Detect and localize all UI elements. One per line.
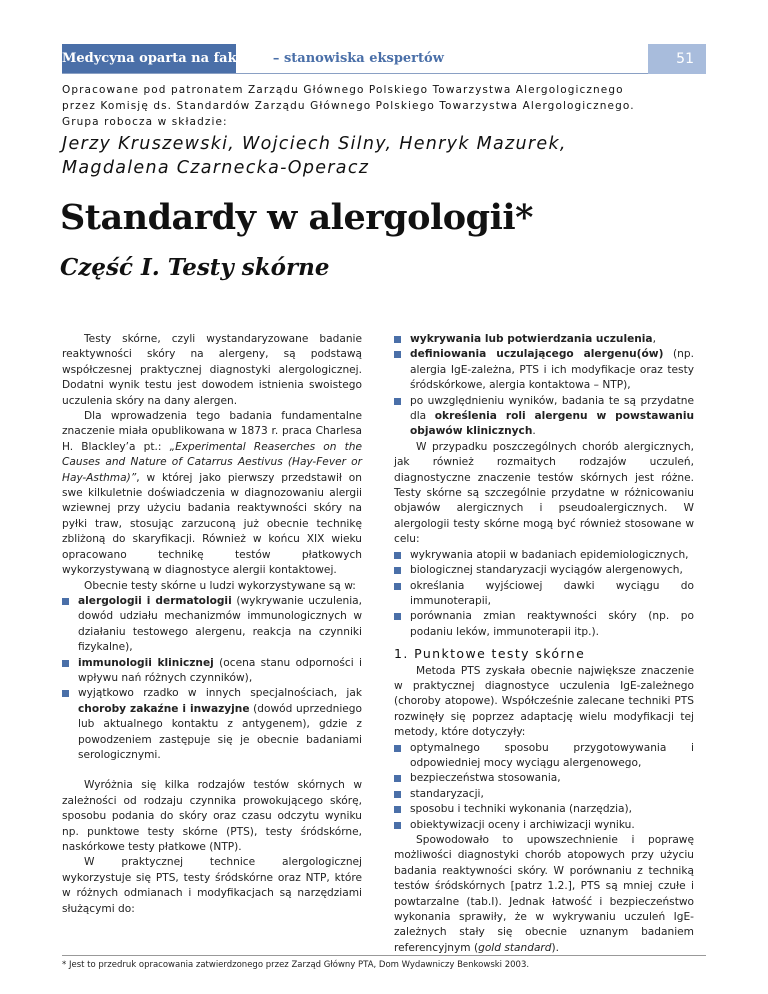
page-header	[0, 44, 768, 74]
authors	[62, 132, 712, 180]
list-item-term: alergologii i dermatologii	[78, 594, 232, 607]
list-item-term: definiowania uczulającego alergenu(ów)	[410, 348, 664, 361]
section-subtitle: – stanowiska ekspertów	[268, 51, 444, 66]
list-item-term: wykrywania lub potwierdzania uczulenia	[410, 333, 653, 345]
credits	[62, 82, 712, 130]
authors-line: Jerzy Kruszewski, Wojciech Silny, Henryk Mazurek,	[62, 134, 567, 154]
page-number: 51	[648, 44, 706, 74]
text-run: Spowodowało to upowszechnienie i poprawę możliwości diagnostyki chorób atopowych przy użyciu badania reaktywności skóry. W porównaniu z techniką testów śródskórnych [patrz 1.2.], PTS są mniej czułe i powtarzalne (tab.I). Jednak łatwość i bezpieczeństwo wykonania sprawiły, że w wykrywaniu uczuleń IgE-zależnych stały się obecnie uznanym badaniem referencyjnym (	[394, 834, 694, 954]
list-item	[394, 332, 694, 347]
authors-line: Magdalena Czarnecka-Operacz	[62, 158, 370, 178]
list-item: standaryzacji,	[394, 787, 694, 802]
right-column	[394, 332, 694, 956]
citation-title: „Experimental Reaserches on the Causes and Nature of Catarrus Aestivus (Hay-Fever or Hay-Asthma)”	[62, 440, 362, 484]
list-item	[394, 347, 694, 393]
article-subtitle: Część I. Testy skórne	[60, 254, 330, 281]
list-item-text: (np. alergia IgE-zależna, PTS i ich modyfikacje oraz testy śródskórkowe, alergia kontaktowa – NTP),	[410, 348, 694, 392]
text-run: Dla wprowadzenia tego badania fundamentalne znaczenie miała opublikowana w 1873 r. praca Charlesa H. Blackley’a pt.:	[62, 410, 362, 453]
modification-list	[394, 741, 694, 833]
list-item-text: ,	[652, 333, 656, 345]
list-item-text: (wykrywanie uczulenia, dowód udziału mechanizmów immunologicznych w działaniu testowego alergenu, reakcja na czynniki fizykalne),	[78, 594, 362, 654]
list-item-text: .	[532, 425, 536, 438]
list-item	[394, 394, 694, 440]
list-item: wykrywania atopii w badaniach epidemiologicznych,	[394, 548, 694, 563]
list-item-term: określenia roli alergenu w powstawaniu objawów klinicznych	[410, 410, 695, 438]
section-heading-pts: 1. Punktowe testy skórne	[394, 646, 586, 662]
list-item	[62, 594, 362, 656]
list-item	[62, 686, 362, 763]
credits-line: Opracowane pod patronatem Zarządu Głównego Polskiego Towarzystwa Alergologicznego	[62, 84, 624, 96]
list-item-term: immunologii klinicznej	[78, 656, 214, 669]
purpose-list	[394, 332, 694, 440]
list-item: sposobu i techniki wykonania (narzędzia),	[394, 802, 694, 817]
paragraph: Obecnie testy skórne u ludzi wykorzystywane są w:	[84, 579, 356, 592]
paragraph: Testy skórne, czyli wystandaryzowane badanie reaktywności skóry na alergeny, są podstawą współczesnej praktycznej diagnostyki alergologicznej. Dodatni wynik testu jest dowodem istnienia swoistego uczulenia skóry na dany alergen.	[62, 333, 362, 407]
credits-line: przez Komisję ds. Standardów Zarządu Głównego Polskiego Towarzystwa Alergologicznego.	[62, 100, 635, 112]
use-list	[394, 548, 694, 640]
usage-list	[62, 594, 362, 763]
list-item: biologicznej standaryzacji wyciągów alergenowych,	[394, 563, 694, 578]
paragraph: W praktycznej technice alergologicznej wykorzystuje się PTS, testy śródskórne oraz NTP, które w różnych odmianach i modyfikacjach są narzędziami służącymi do:	[62, 856, 362, 915]
paragraph	[62, 409, 362, 578]
text-run: , w której jako pierwszy przedstawił on swe kilkuletnie doświadczenia w diagnozowaniu alergii wziewnej przy użyciu badania reaktywności skóry na pyłki traw, stosując zarzuconą już obecnie technikę zbliżoną do skaryfikacji. Również w końcu XIX wieku opracowano technikę testów płatkowych wykorzystywaną w diagnostyce alergii kontaktowej.	[62, 471, 362, 577]
left-column	[62, 332, 362, 917]
list-item-text: (dowód uprzedniego lub aktualnego kontaktu z antygenem), gdzie z powodzeniem zastępuje się je obecnie badaniami serologicznymi.	[78, 702, 362, 761]
footnote: * Jest to przedruk opracowania zatwierdzonego przez Zarząd Główny PTA, Dom Wydawniczy Benkowski 2003.	[62, 960, 530, 970]
list-item: porównania zmian reaktywności skóry (np. po podaniu leków, immunoterapii itp.).	[394, 609, 694, 640]
section-title: Medycyna oparta na faktach	[62, 51, 269, 66]
list-item-text: (ocena stanu odporności i wpływu nań różnych czynników),	[78, 656, 362, 684]
spacer	[62, 763, 362, 778]
list-item	[62, 656, 362, 687]
list-item: bezpieczeństwa stosowania,	[394, 771, 694, 786]
paragraph: Wyróżnia się kilka rodzajów testów skórnych w zależności od rodzaju czynnika prowokującego skórę, sposobu podania do skóry oraz czasu odczytu wyniku np. punktowe testy skórne (PTS), testy śródskórne, naskórkowe testy płatkowe (NTP).	[62, 779, 362, 853]
list-item-text: wyjątkowo rzadko w innych specjalnościach, jak	[78, 687, 362, 700]
paragraph: Metoda PTS zyskała obecnie największe znaczenie w praktycznej diagnostyce uczulenia IgE-zależnego (choroby atopowe). Współcześnie zalecane techniki PTS rozwinęły się poprzez adaptację wielu modyfikacji tej metody, które dotyczyły:	[394, 664, 694, 739]
text-run: ).	[551, 941, 560, 954]
list-item-text: po uwzględnieniu wyników, badania te są przydatne dla	[410, 394, 694, 423]
list-item: optymalnego sposobu przygotowywania i odpowiedniej mocy wyciągu alergenowego,	[394, 741, 694, 772]
footnote-rule	[62, 955, 706, 956]
section-heading	[62, 44, 444, 74]
emphasis: gold standard	[478, 941, 552, 954]
article-title: Standardy w alergologii*	[60, 197, 533, 238]
list-item: określania wyjściowej dawki wyciągu do immunoterapii,	[394, 579, 694, 610]
credits-line: Grupa robocza w składzie:	[62, 116, 228, 128]
paragraph: W przypadku poszczególnych chorób alergicznych, jak również rozmaitych rodzajów uczuleń, diagnostyczne znaczenie testów skórnych jest różne. Testy skórne są szczególnie przydatne w różnicowaniu objawów alergicznych i pseudoalergicznych. W alergologii testy skórne mogą być również stosowane w celu:	[394, 440, 694, 546]
list-item-term: choroby zakaźne i inwazyjne	[78, 702, 250, 715]
list-item: obiektywizacji oceny i archiwizacji wyniku.	[394, 818, 694, 833]
paragraph	[394, 833, 694, 956]
